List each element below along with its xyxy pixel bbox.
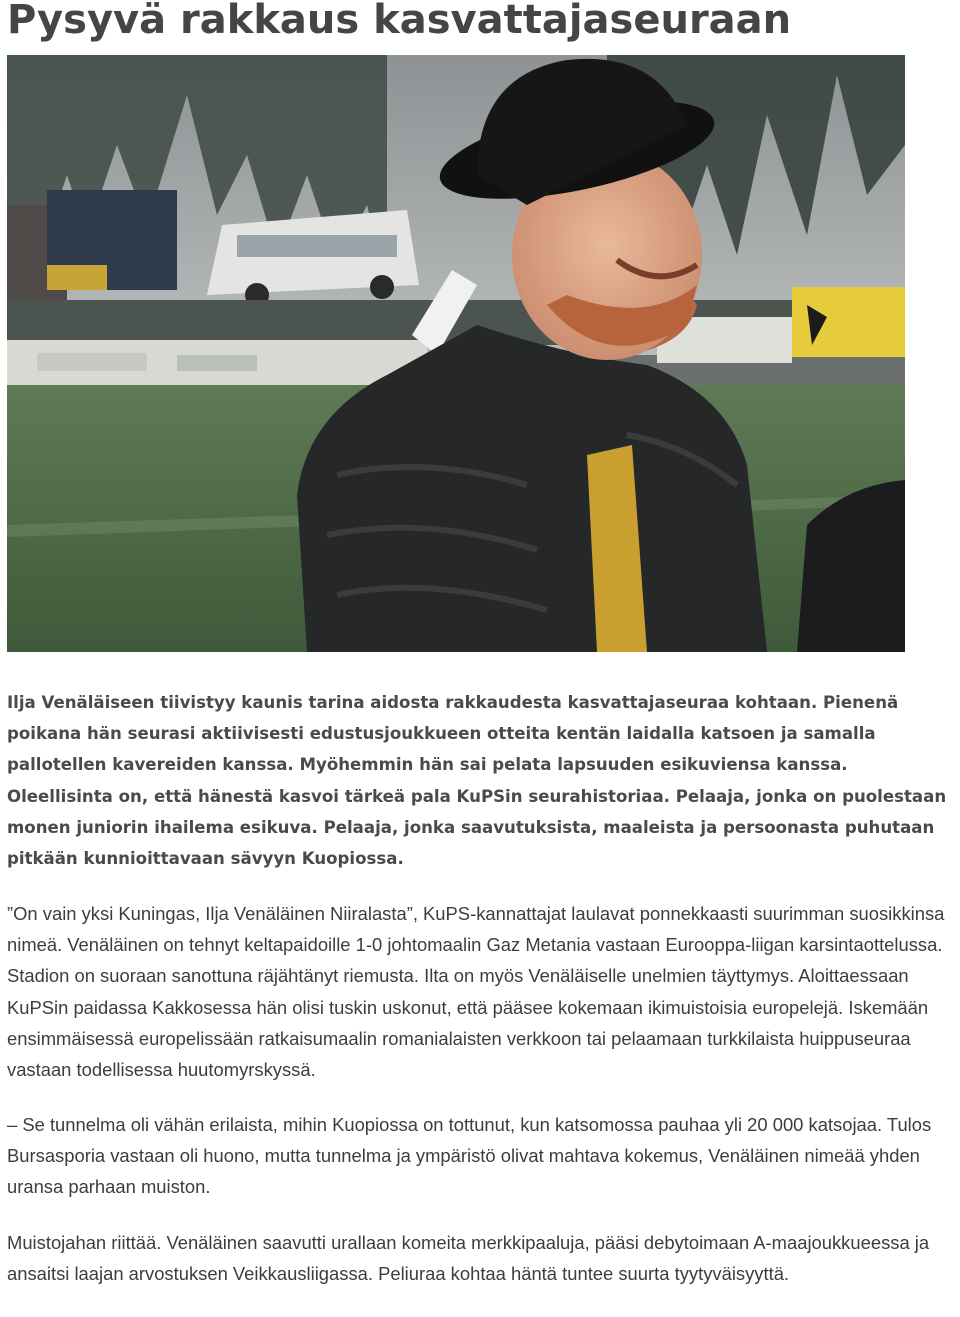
article-paragraph: ”On vain yksi Kuningas, Ilja Venäläinen Niiralasta”, KuPS-kannattajat laulavat ponnekkaasti suurimman suosikkinsa nimeä. Venäläinen on tehnyt keltapaidoille 1-0 johtomaalin Gaz Metania vastaan Eurooppa-liigan karsintaottelussa. Stadion on suoraan sanottuna räjähtänyt riemusta. Ilta on myös Venäläiselle unelmien täyttymys. Aloittaessaan KuPSin paidassa Kakkosessa hän olisi tuskin uskonut, että pääsee kokemaan ikimuistoisia europelejä. Iskemään ensimmäisessä europelissään ratkaisumaalin romanialaisten verkkoon tai pelaamaan turkkilaista huippuseuraa vastaan todellisessa huutomyrskyssä.	[7, 903, 945, 1081]
article-photo	[7, 55, 905, 652]
article-title: Pysyvä rakkaus kasvattajaseuraan	[7, 0, 792, 43]
article-lead: Ilja Venäläiseen tiivistyy kaunis tarina aidosta rakkaudesta kasvattajaseuraa kohtaan. Pienenä poikana hän seurasi aktiivisesti edustusjoukkueen otteita kentän laidalla katsoen ja samalla pallotellen kavereiden kanssa. Myöhemmin hän sai pelata lapsuuden esikuviensa kanssa. Oleellisinta on, että hänestä kasvoi tärkeä pala KuPSin seurahistoriaa. Pelaaja, jonka on puolestaan monen juniorin ihailema esikuva. Pelaaja, jonka saavutuksista, maaleista ja persoonasta puhutaan pitkään kunnioittavaan sävyyn Kuopiossa.	[7, 693, 947, 869]
article-paragraph: Muistojahan riittää. Venäläinen saavutti urallaan komeita merkkipaaluja, pääsi debytoimaan A-maajoukkueessa ja ansaitsi laajan arvostuksen Veikkausliigassa. Peliuraa kohtaa häntä tuntee suurta tyytyväisyyttä.	[7, 1232, 930, 1285]
player-photo-illustration	[7, 55, 905, 652]
article-paragraph: – Se tunnelma oli vähän erilaista, mihin Kuopiossa on tottunut, kun katsomossa pauhaa yli 20 000 katsojaa. Tulos Bursasporia vastaan oli huono, mutta tunnelma ja ympäristö olivat mahtava kokemus, Venäläinen nimeää yhden uransa parhaan muiston.	[7, 1114, 932, 1198]
